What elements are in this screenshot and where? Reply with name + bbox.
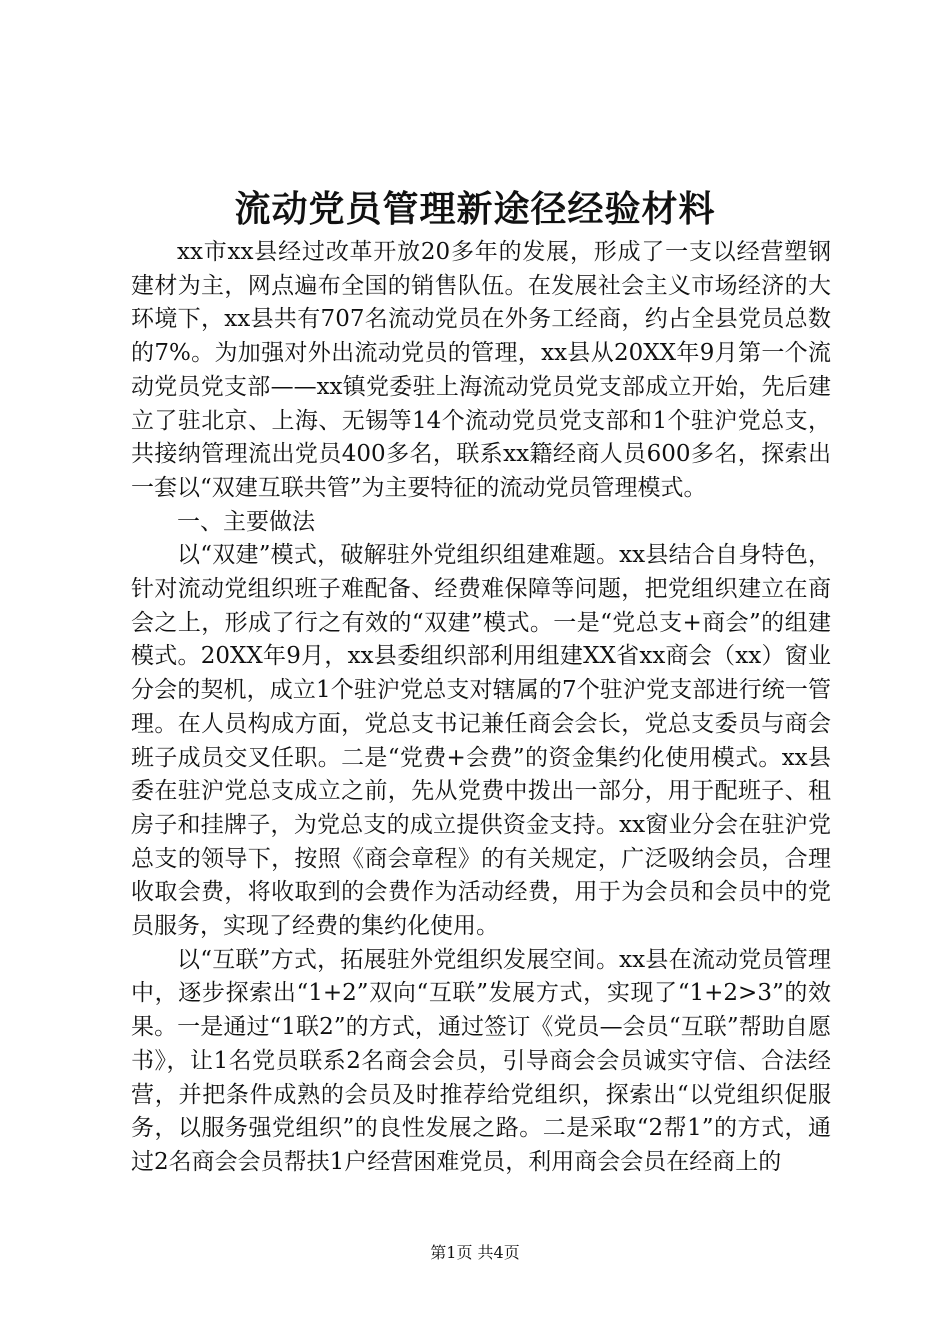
shuangjian-paragraph: 以“双建”模式，破解驻外党组织组建难题。xx县结合自身特色，针对流动党组织班子难配备、经费难保障等问题，把党组织建立在商会之上，形成了行之有效的“双建”模式。一是“党总支+商会”的组建模式。20XX年9月，xx县委组织部利用组建XX省xx商会（xx）窗业分会的契机，成立1个驻沪党总支对辖属的7个驻沪党支部进行统一管理。在人员构成方面，党总支书记兼任商会会长，党总支委员与商会班子成员交叉任职。二是“党费+会费”的资金集约化使用模式。xx县委在驻沪党总支成立之前，先从党费中拨出一部分，用于配班子、租房子和挂牌子，为党总支的成立提供资金支持。xx窗业分会在驻沪党总支的领导下，按照《商会章程》的有关规定，广泛吸纳会员，合理收取会费，将收取到的会费作为活动经费，用于为会员和会员中的党员服务，实现了经费的集约化使用。 <box>131 542 831 940</box>
page-number-footer: 第1页 共4页 <box>430 1243 520 1262</box>
page-title: 流动党员管理新途径经验材料 <box>234 189 716 230</box>
intro-paragraph: xx市xx县经过改革开放20多年的发展，形成了一支以经营塑钢建材为主，网点遍布全国的销售队伍。在发展社会主义市场经济的大环境下，xx县共有707名流动党员在外务工经商，约占全县党员总数的7%。为加强对外出流动党员的管理，xx县从20XX年9月第一个流动党员党支部——xx镇党委驻上海流动党员党支部成立开始，先后建立了驻北京、上海、无锡等14个流动党员党支部和1个驻沪党总支，共接纳管理流出党员400多名，联系xx籍经商人员600多名，探索出一套以“双建互联共管”为主要特征的流动党员管理模式。 <box>131 239 831 501</box>
section-heading: 一、主要做法 <box>177 508 315 535</box>
document-body <box>131 236 831 1180</box>
hulian-paragraph: 以“互联”方式，拓展驻外党组织发展空间。xx县在流动党员管理中，逐步探索出“1+2”双向“互联”发展方式，实现了“1+2>3”的效果。一是通过“1联2”的方式，通过签订《党员—会员“互联”帮助自愿书》，让1名党员联系2名商会会员，引导商会会员诚实守信、合法经营，并把条件成熟的会员及时推荐给党组织，探索出“以党组织促服务，以服务强党组织”的良性发展之路。二是采取“2帮1”的方式，通过2名商会会员帮扶1户经营困难党员，利用商会会员在经商上的 <box>131 946 831 1175</box>
